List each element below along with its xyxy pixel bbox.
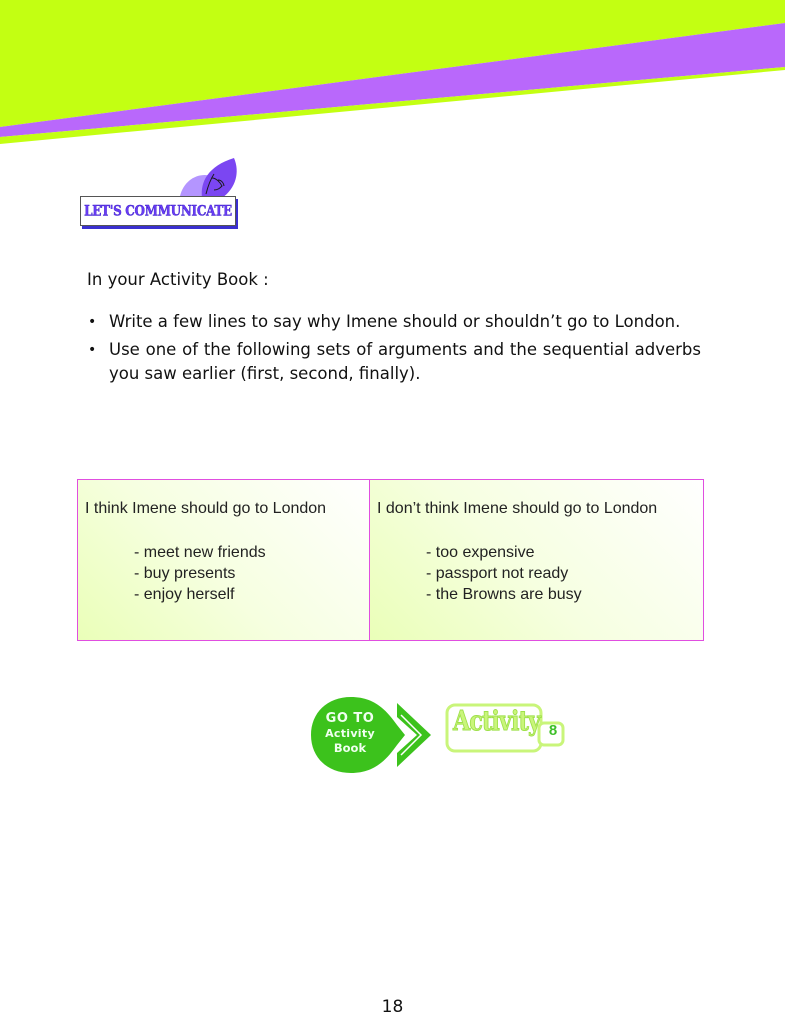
instruction-item	[87, 338, 701, 386]
bullet-icon: •	[88, 342, 97, 358]
page-number: 18	[381, 997, 404, 1017]
goto-line2: Activity	[325, 727, 375, 740]
goto-activity-book	[305, 695, 570, 775]
arguments-against-cell	[370, 480, 703, 640]
arguments-for-cell	[78, 480, 370, 640]
arguments-for-list	[134, 542, 266, 605]
bullet-icon: •	[88, 314, 97, 330]
instructions-intro: In your Activity Book :	[87, 270, 269, 289]
instruction-item	[87, 310, 701, 334]
section-badge-box	[80, 196, 236, 226]
instructions	[87, 268, 701, 390]
goto-line3: Book	[333, 741, 367, 755]
arguments-for-heading: I think Imene should go to London	[85, 500, 327, 517]
arguments-against-heading: I don’t think Imene should go to London	[377, 500, 658, 517]
instruction-text: Use one of the following sets of arguments and the sequential adverbs you saw earlier (first, second, finally).	[109, 340, 701, 383]
argument-item: - the Browns are busy	[426, 586, 582, 603]
arguments-table	[77, 479, 704, 641]
activity-tag	[445, 703, 563, 751]
goto-label	[313, 711, 387, 756]
header-banner	[0, 0, 785, 150]
section-badge	[78, 156, 240, 234]
activity-label: Activity	[453, 706, 541, 737]
argument-item: - meet new friends	[134, 544, 266, 561]
instruction-text: Write a few lines to say why Imene should or shouldn’t go to London.	[109, 312, 681, 331]
argument-item: - enjoy herself	[134, 586, 235, 603]
arguments-against-list	[426, 542, 582, 605]
argument-item: - too expensive	[426, 544, 535, 561]
instructions-list	[87, 310, 701, 386]
goto-line1: GO TO	[325, 711, 375, 726]
section-badge-label: LET'S COMMUNICATE	[84, 202, 232, 220]
argument-item: - passport not ready	[426, 565, 569, 582]
argument-item: - buy presents	[134, 565, 236, 582]
leaves-icon	[178, 156, 240, 200]
activity-number: 8	[548, 722, 558, 739]
